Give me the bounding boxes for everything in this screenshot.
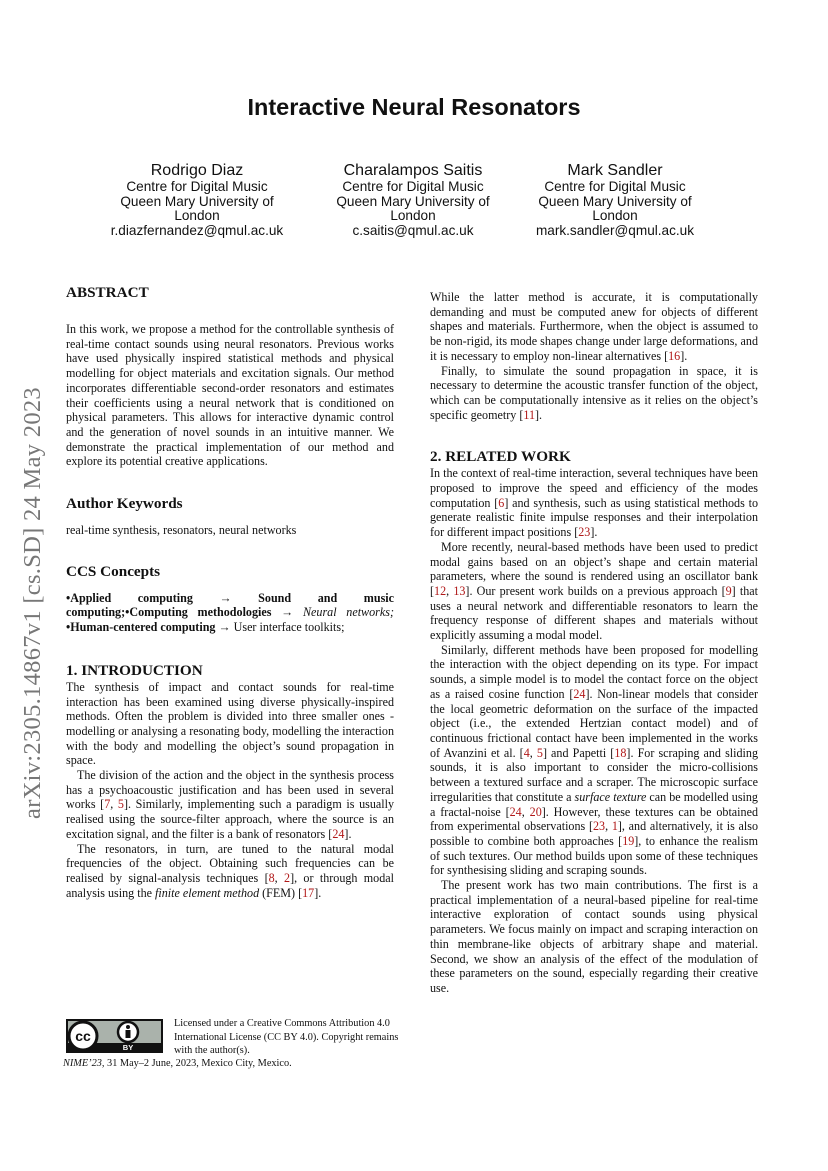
citation-link[interactable]: 24 bbox=[332, 826, 345, 841]
license-text: Licensed under a Creative Commons Attribution 4.0 International License (CC BY 4.0). Copyright remains with the author(s). bbox=[174, 1018, 399, 1057]
citation-link[interactable]: 13 bbox=[453, 583, 466, 598]
ccs-item-2-sub: Neural networks; bbox=[302, 605, 394, 620]
by-mark: BY bbox=[122, 1043, 134, 1052]
related-paragraph-3: Similarly, different methods have been proposed for modelling the interaction with the object depending on its type. For impact sounds, a simple model is to model the contact force on the object as a raised cosine function [24]. Non-linear models that consider the local geometric deformation on the surface of the impacted object (i.e., the extended Hertzian contact model) and of continuous frictional contact have been implemented in the works of Avanzini et al. [4, 5] and Papetti [18]. For scraping and sliding sounds, it is also important to consider the micro-collisions between a textured surface and a scraper. The microscopic surface irregularities that constitute a surface texture can be modelled using a fractal-noise [24, 20]. However, these textures can be obtained from experimental observations [23, 1], and alternatively, it is also possible to combine both approaches [19], to enhance the realism of such textures. Our method builds upon some of these techniques for synthesising sliding and scraping sounds. bbox=[430, 642, 758, 878]
cc-mark: cc bbox=[75, 1028, 91, 1044]
cc-by-badge[interactable] bbox=[66, 1019, 163, 1053]
author-email[interactable]: r.diazfernandez@qmul.ac.uk bbox=[110, 223, 284, 239]
citation-link[interactable]: 2 bbox=[284, 870, 291, 885]
citation-link[interactable]: 4 bbox=[523, 745, 530, 760]
venue-line: NIME’23, 31 May–2 June, 2023, Mexico City, Mexico. bbox=[63, 1058, 292, 1069]
keywords-heading: Author Keywords bbox=[66, 495, 183, 513]
citation-link[interactable]: 24 bbox=[509, 804, 522, 819]
left-column bbox=[66, 284, 394, 900]
body-paragraph: Finally, to simulate the sound propagation in space, it is necessary to determine the acoustic transfer function of the object, which can be computationally intensive as it relies on the object’s specific geometry [11]. bbox=[430, 363, 758, 422]
author-name: Rodrigo Diaz bbox=[150, 162, 244, 179]
author-affiliation: London bbox=[174, 208, 220, 224]
ccs-item-3-sub: User interface toolkits; bbox=[233, 620, 345, 635]
citation-link[interactable]: 16 bbox=[668, 348, 681, 363]
citation-link[interactable]: 18 bbox=[614, 745, 627, 760]
author-name: Mark Sandler bbox=[567, 162, 663, 179]
intro-paragraph-3: The resonators, in turn, are tuned to the natural modal frequencies of the object. Obtaining such frequencies can be realised by signal-analysis techniques [8, 2], or through modal analysis using the finite element method (FEM) [17]. bbox=[66, 841, 395, 900]
related-paragraph-2: More recently, neural-based methods have been used to predict modal gains based on an object’s shape and certain material parameters, where the sound is rendered using an oscillator bank [12, 13]. Our present work builds on a previous approach [9] that uses a neural network and differentiable resonators to learn the frequency response of different shapes and materials without explicitly assuming a modal model. bbox=[430, 539, 759, 643]
author-affiliation: Queen Mary University of bbox=[120, 193, 274, 209]
citation-link[interactable]: 24 bbox=[573, 686, 586, 701]
citation-link[interactable]: 17 bbox=[302, 885, 315, 900]
ccs-item-1: •Applied computing bbox=[66, 590, 193, 605]
intro-paragraph-1: The synthesis of impact and contact sounds for real-time interaction has been examined using diverse physically-inspired methods. Often the problem is divided into three smaller ones - modelling or analysing a resonating body, modelling the interaction with the body and modelling the object’s sound propagation in space. bbox=[66, 679, 394, 768]
ccs-item-3: •Human-centered computing bbox=[66, 620, 216, 635]
body-paragraph: While the latter method is accurate, it is computationally demanding and must be computed anew for objects of different shapes and materials. Furthermore, when the object is assumed to be non-rigid, its mode shapes change under large deformations, and it is necessary to employ non-linear alternatives [16]. bbox=[430, 290, 758, 363]
ccs-text bbox=[66, 591, 394, 635]
citation-link[interactable]: 5 bbox=[117, 797, 124, 812]
author-block-2 bbox=[313, 161, 513, 239]
paper-title: Interactive Neural Resonators bbox=[247, 94, 581, 120]
author-email[interactable]: c.saitis@qmul.ac.uk bbox=[352, 223, 474, 239]
author-affiliation: London bbox=[592, 208, 638, 224]
ccs-item-2: •Computing methodologies bbox=[125, 605, 272, 620]
author-block-1 bbox=[97, 161, 297, 239]
citation-link[interactable]: 23 bbox=[578, 525, 591, 540]
related-paragraph-1: In the context of real-time interaction, several techniques have been proposed to improve the speed and efficiency of the modes computation [6] and synthesis, such as using statistical methods to generate realistic finite impulse responses and their interpolation for different impact positions [23]. bbox=[430, 466, 759, 540]
author-block-3 bbox=[515, 161, 715, 239]
related-work-heading: 2. RELATED WORK bbox=[430, 448, 571, 466]
intro-paragraph-2: The division of the action and the object in the synthesis process has a psychoacoustic justification and has been used in several works [7, 5]. Similarly, implementing such a paradigm is usually realised using the source-filter approach, where the source is an excitation signal, and the filter is a bank of resonators [24]. bbox=[66, 768, 395, 841]
author-email[interactable]: mark.sandler@qmul.ac.uk bbox=[535, 223, 695, 239]
abstract-heading: ABSTRACT bbox=[66, 284, 149, 301]
related-paragraph-4: The present work has two main contributions. The first is a practical implementation of a neural-based pipeline for real-time interactive exploration of contact sounds using physical parameters. We focus mainly on impact and scraping interaction on thin membrane-like objects of arbitrary shape and material. Second, we show an analysis of the effect of the modulation of these parameters on the sound, especially regarding their creative use. bbox=[430, 878, 758, 995]
ccs-heading: CCS Concepts bbox=[66, 562, 161, 580]
author-affiliation: Centre for Digital Music bbox=[544, 179, 686, 194]
arxiv-stamp bbox=[4, 355, 62, 850]
ccs-arrow: → bbox=[218, 620, 231, 635]
author-name: Charalampos Saitis bbox=[343, 162, 483, 179]
author-affiliation: London bbox=[390, 208, 436, 224]
keywords-text: real-time synthesis, resonators, neural networks bbox=[66, 523, 297, 538]
citation-link[interactable]: 11 bbox=[523, 407, 536, 422]
right-column bbox=[430, 290, 758, 996]
citation-link[interactable]: 6 bbox=[498, 495, 505, 510]
citation-link[interactable]: 5 bbox=[536, 745, 543, 760]
author-affiliation: Queen Mary University of bbox=[538, 193, 692, 209]
citation-link[interactable]: 23 bbox=[592, 819, 606, 834]
ccs-arrow: → bbox=[281, 605, 294, 620]
arxiv-stamp-text: arXiv:2305.14867v1 [cs.SD] 24 May 2023 bbox=[19, 386, 47, 819]
author-affiliation: Queen Mary University of bbox=[336, 193, 490, 209]
citation-link[interactable]: 20 bbox=[529, 804, 542, 819]
ccs-arrow: → bbox=[219, 590, 232, 605]
citation-link[interactable]: 19 bbox=[622, 833, 635, 848]
citation-link[interactable]: 9 bbox=[725, 583, 732, 598]
citation-link[interactable]: 1 bbox=[611, 819, 618, 834]
author-affiliation: Centre for Digital Music bbox=[342, 179, 484, 194]
introduction-heading: 1. INTRODUCTION bbox=[66, 661, 203, 679]
citation-link[interactable]: 8 bbox=[268, 870, 275, 885]
cc-by-icon bbox=[66, 1019, 163, 1053]
citation-link[interactable]: 12 bbox=[434, 583, 447, 598]
abstract-text: In this work, we propose a method for the controllable synthesis of real-time contact sounds using neural resonators. Previous works have used physically inspired statistical methods and physical modelling for object materials and excitation signals. Our method incorporates differentiable second-order resonators and estimates their coefficients using a neural network that is conditioned on physical parameters. This allows for interactive dynamic control and the generation of novel sounds in an intuitive manner. We demonstrate the practical implementation of our method and explore its potential creative applications. bbox=[66, 322, 394, 469]
ccs-item-1-sub: Sound and music computing; bbox=[66, 590, 395, 620]
citation-link[interactable]: 7 bbox=[104, 797, 111, 812]
author-affiliation: Centre for Digital Music bbox=[126, 179, 268, 194]
